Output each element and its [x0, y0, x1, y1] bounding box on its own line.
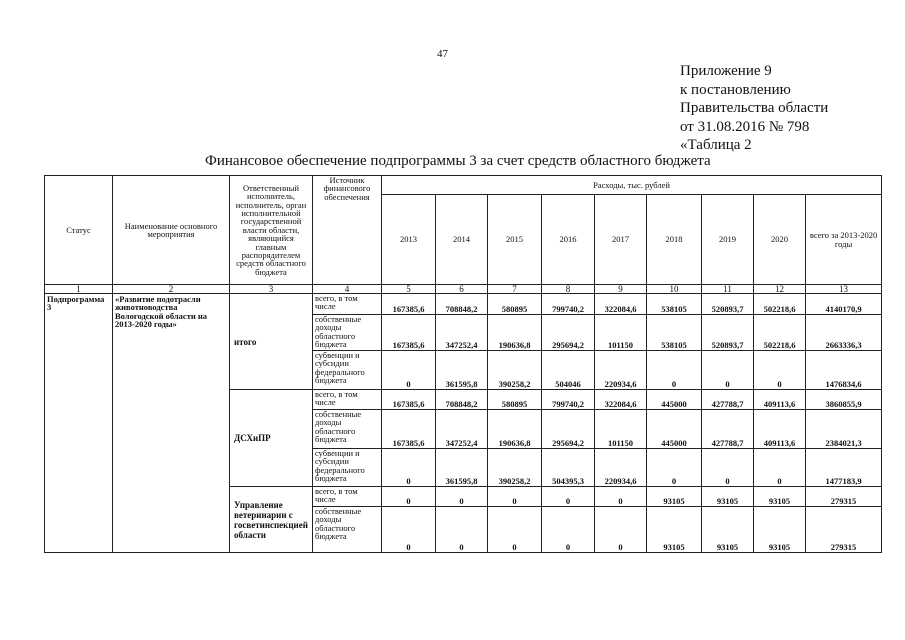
header-year: 2015 [488, 195, 542, 285]
value-cell: 0 [382, 351, 436, 390]
value-cell: 0 [754, 449, 806, 487]
value-cell: 0 [382, 487, 436, 507]
value-cell: 799740,2 [542, 294, 595, 315]
value-cell: 279315 [806, 507, 882, 553]
column-number: 2 [113, 285, 230, 294]
header-year: 2018 [647, 195, 702, 285]
value-cell: 295694,2 [542, 410, 595, 449]
appendix-line: «Таблица 2 [680, 137, 752, 153]
value-cell: 0 [542, 507, 595, 553]
source-cell: всего, в том числе [313, 487, 382, 507]
value-cell: 361595,8 [436, 449, 488, 487]
value-cell: 2663336,3 [806, 315, 882, 351]
value-cell: 322084,6 [595, 390, 647, 410]
value-cell: 502218,6 [754, 315, 806, 351]
value-cell: 190636,8 [488, 315, 542, 351]
value-cell: 93105 [754, 507, 806, 553]
header-year: 2017 [595, 195, 647, 285]
value-cell: 0 [488, 487, 542, 507]
value-cell: 220934,6 [595, 449, 647, 487]
header-activity: Наименование основного мероприятия [113, 176, 230, 285]
appendix-line: от 31.08.2016 № 798 [680, 118, 810, 135]
value-cell: 101150 [595, 410, 647, 449]
value-cell: 0 [436, 507, 488, 553]
value-cell: 93105 [754, 487, 806, 507]
value-cell: 445000 [647, 410, 702, 449]
value-cell: 0 [382, 449, 436, 487]
value-cell: 2384021,3 [806, 410, 882, 449]
value-cell: 427788,7 [702, 410, 754, 449]
source-cell: собственные доходы областного бюджета [313, 315, 382, 351]
source-cell: субвенции и субсидии федерального бюджета [313, 351, 382, 390]
column-number: 9 [595, 285, 647, 294]
appendix-block [680, 62, 828, 155]
value-cell: 93105 [647, 507, 702, 553]
value-cell: 390258,2 [488, 351, 542, 390]
value-cell: 502218,6 [754, 294, 806, 315]
header-year: 2016 [542, 195, 595, 285]
executor-cell: итого [230, 294, 313, 390]
value-cell: 4140170,9 [806, 294, 882, 315]
value-cell: 93105 [702, 507, 754, 553]
executor-cell: ДСХиПР [230, 390, 313, 487]
header-source: Источник финансового обеспечения [313, 176, 382, 285]
value-cell: 0 [436, 487, 488, 507]
table-row [45, 294, 882, 315]
value-cell: 708848,2 [436, 390, 488, 410]
appendix-line: к постановлению [680, 81, 791, 98]
value-cell: 0 [702, 449, 754, 487]
header-executor: Ответственный исполнитель, исполнитель, орган исполнительной государственной власти области, являющийся главным распорядителем средств областного бюджета [230, 176, 313, 285]
header-year: 2019 [702, 195, 754, 285]
value-cell: 167385,6 [382, 315, 436, 351]
status-cell: Подпрограмма 3 [45, 294, 113, 553]
value-cell: 708848,2 [436, 294, 488, 315]
page-number: 47 [437, 48, 448, 60]
column-number: 7 [488, 285, 542, 294]
column-number: 5 [382, 285, 436, 294]
value-cell: 0 [754, 351, 806, 390]
value-cell: 409113,6 [754, 390, 806, 410]
header-status: Статус [45, 176, 113, 285]
value-cell: 0 [647, 351, 702, 390]
header-year: 2013 [382, 195, 436, 285]
value-cell: 520893,7 [702, 315, 754, 351]
source-cell: всего, в том числе [313, 294, 382, 315]
source-cell: собственные доходы областного бюджета [313, 507, 382, 553]
value-cell: 101150 [595, 315, 647, 351]
value-cell: 3860855,9 [806, 390, 882, 410]
document-title: Финансовое обеспечение подпрограммы 3 за счет средств областного бюджета [205, 153, 711, 169]
value-cell: 520893,7 [702, 294, 754, 315]
value-cell: 347252,4 [436, 315, 488, 351]
value-cell: 167385,6 [382, 410, 436, 449]
value-cell: 1476834,6 [806, 351, 882, 390]
finance-table [44, 175, 882, 553]
value-cell: 279315 [806, 487, 882, 507]
value-cell: 167385,6 [382, 294, 436, 315]
value-cell: 580895 [488, 390, 542, 410]
value-cell: 390258,2 [488, 449, 542, 487]
column-number: 10 [647, 285, 702, 294]
appendix-line: Правительства области [680, 100, 829, 116]
column-number: 13 [806, 285, 882, 294]
header-expenses: Расходы, тыс. рублей [382, 176, 882, 195]
header-year: 2020 [754, 195, 806, 285]
value-cell: 0 [382, 507, 436, 553]
value-cell: 580895 [488, 294, 542, 315]
value-cell: 799740,2 [542, 390, 595, 410]
column-number: 8 [542, 285, 595, 294]
value-cell: 0 [702, 351, 754, 390]
activity-cell: «Развитие подотрасли животноводства Вологодской области на 2013-2020 годы» [113, 294, 230, 553]
value-cell: 504046 [542, 351, 595, 390]
value-cell: 190636,8 [488, 410, 542, 449]
source-cell: всего, в том числе [313, 390, 382, 410]
value-cell: 93105 [647, 487, 702, 507]
value-cell: 0 [647, 449, 702, 487]
value-cell: 427788,7 [702, 390, 754, 410]
value-cell: 445000 [647, 390, 702, 410]
value-cell: 322084,6 [595, 294, 647, 315]
value-cell: 361595,8 [436, 351, 488, 390]
value-cell: 93105 [702, 487, 754, 507]
value-cell: 0 [542, 487, 595, 507]
value-cell: 0 [595, 487, 647, 507]
value-cell: 347252,4 [436, 410, 488, 449]
column-number: 1 [45, 285, 113, 294]
value-cell: 167385,6 [382, 390, 436, 410]
value-cell: 538105 [647, 294, 702, 315]
column-number: 4 [313, 285, 382, 294]
value-cell: 220934,6 [595, 351, 647, 390]
value-cell: 295694,2 [542, 315, 595, 351]
executor-cell: Управление ветеринарии с госветинспекцией области [230, 487, 313, 553]
header-year: 2014 [436, 195, 488, 285]
value-cell: 0 [595, 507, 647, 553]
value-cell: 409113,6 [754, 410, 806, 449]
header-total: всего за 2013-2020 годы [806, 195, 882, 285]
source-cell: субвенции и субсидии федерального бюджета [313, 449, 382, 487]
value-cell: 0 [488, 507, 542, 553]
appendix-line: Приложение 9 [680, 63, 772, 79]
value-cell: 538105 [647, 315, 702, 351]
value-cell: 1477183,9 [806, 449, 882, 487]
column-number: 3 [230, 285, 313, 294]
source-cell: собственные доходы областного бюджета [313, 410, 382, 449]
column-number: 6 [436, 285, 488, 294]
column-number: 12 [754, 285, 806, 294]
column-number: 11 [702, 285, 754, 294]
value-cell: 504395,3 [542, 449, 595, 487]
